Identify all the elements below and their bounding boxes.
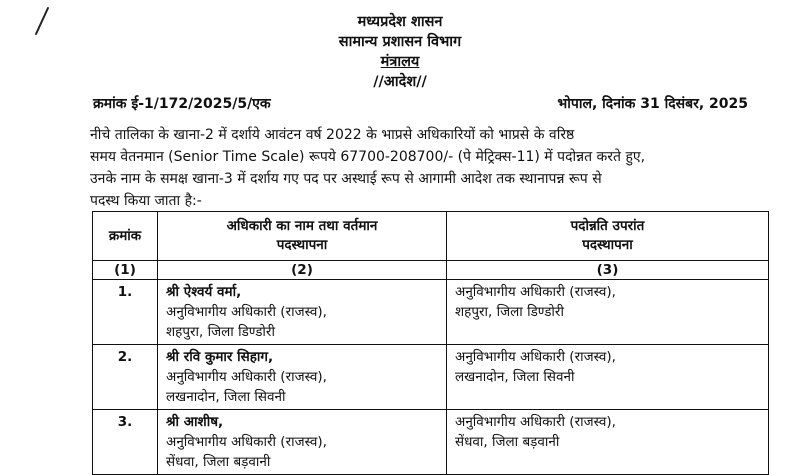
body-line: उनके नाम के समक्ष खाना-3 में दर्शाय गए पद पर अस्थाई रूप से आगामी आदेश तक स्थानापन्न रूप से [90,171,602,187]
column-number: (3) [447,261,769,280]
officer-name: श्री रवि कुमार सिहाग, [166,349,274,365]
officer-current-cell [158,280,447,345]
serial-number: 3. [93,410,158,475]
table-row [93,410,769,475]
column-number: (2) [158,261,447,280]
reference-line [93,94,748,114]
current-place: लखनादोन, जिला सिवनी [166,389,286,405]
new-post: अनुविभागीय अधिकारी (राजस्व), [455,414,616,430]
new-posting-cell [447,280,769,345]
ministry-label: मंत्रालय [380,54,420,70]
body-line: समय वेतनमान (Senior Time Scale) रूपये 67700-208700/- (पे मेट्रिक्स-11) में पदोन्नत करते हुए, [90,149,646,165]
serial-number: 1. [93,280,158,345]
new-place: लखनादोन, जिला सिवनी [455,369,575,385]
letterhead [0,12,800,92]
header-officer-current: अधिकारी का नाम तथा वर्तमान पदस्थापना [158,212,447,261]
place-date: भोपाल, दिनांक 31 दिसंबर, 2025 [557,96,748,112]
new-post: अनुविभागीय अधिकारी (राजस्व), [455,349,616,365]
officer-name: श्री ऐश्वर्य वर्मा, [166,284,242,300]
body-line: नीचे तालिका के खाना-2 में दर्शाये आवंटन वर्ष 2022 के भाप्रसे अधिकारियों को भाप्रसे के वरिष्ठ [90,127,575,143]
new-posting-cell [447,410,769,475]
body-line: पदस्थ किया जाता है:- [90,193,202,209]
order-number: क्रमांक ई-1/172/2025/5/एक [93,96,271,112]
promotion-table [92,211,769,475]
current-place: सेंधवा, जिला बड़वानी [166,454,271,470]
officer-name: श्री आशीष, [166,414,224,430]
column-number: (1) [93,261,158,280]
new-posting-cell [447,345,769,410]
order-body [90,124,766,212]
current-post: अनुविभागीय अधिकारी (राजस्व), [166,304,327,320]
header-posting-after-promotion: पदोन्नति उपरांत पदस्थापना [447,212,769,261]
table-row [93,345,769,410]
new-place: सेंधवा, जिला बड़वानी [455,434,560,450]
new-place: शहपुरा, जिला डिण्डोरी [455,304,564,320]
new-post: अनुविभागीय अधिकारी (राजस्व), [455,284,616,300]
current-post: अनुविभागीय अधिकारी (राजस्व), [166,369,327,385]
table-header-row [93,212,769,261]
officer-current-cell [158,345,447,410]
serial-number: 2. [93,345,158,410]
current-place: शहपुरा, जिला डिण्डोरी [166,324,275,340]
header-serial: क्रमांक [93,212,158,261]
order-heading: //आदेश// [373,74,427,90]
table-row [93,280,769,345]
column-number-row [93,261,769,280]
government-name: मध्यप्रदेश शासन [357,14,443,30]
officer-current-cell [158,410,447,475]
current-post: अनुविभागीय अधिकारी (राजस्व), [166,434,327,450]
department-name: सामान्य प्रशासन विभाग [338,34,462,50]
